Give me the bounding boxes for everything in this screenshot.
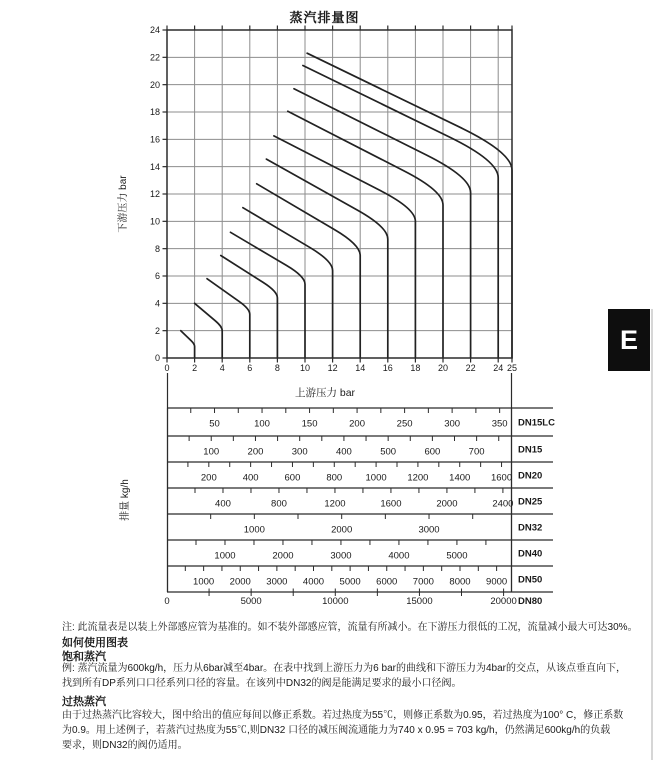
capacity-value: 600 [424,446,441,458]
x-tick-label: 18 [410,363,421,373]
capacity-value: 1000 [193,576,215,588]
text-line: 由于过热蒸汽比容较大，图中给出的值应每间以修正系数。若过热度为55℃，则修正系数为0.95，若过热度为100° C，修正系数 [62,710,624,721]
capacity-value: 6000 [376,576,398,588]
capacity-value: 10000 [322,596,349,607]
y-tick-label: 20 [149,79,160,90]
capacity-value: 50 [209,418,220,430]
capacity-value: 300 [291,446,308,458]
x-tick-label: 4 [219,363,225,373]
section-tab-label: E [619,324,638,355]
capacity-curve-p1-25 [307,53,512,358]
capacity-value: 350 [491,418,508,430]
saturated-steam-example [62,661,626,691]
x-tick-label: 10 [299,363,311,373]
chart-title: 蒸汽排量图 [289,10,360,25]
capacity-value: 9000 [486,576,508,588]
capacity-value: 1000 [243,524,265,536]
capacity-value: 2000 [229,576,251,588]
capacity-scale-row-DN32 [211,514,543,536]
capacity-scale-row-DN15 [189,436,543,458]
capacity-value: 250 [396,418,413,430]
grid-lines [167,30,512,358]
x-tick-label: 22 [465,363,476,373]
capacity-curves [181,53,512,358]
capacity-value: 3000 [330,550,352,562]
capacity-curve-p1-2 [181,331,195,358]
capacity-curve-p1-14 [257,184,361,358]
capacity-value: 200 [200,472,217,484]
text-line: 例: 蒸汽流量为600kg/h，压力从6bar减至4bar。在表中找到上游压力为6 bar的曲线和下游压力为4bar的交点，从该点垂直向下， [62,663,626,674]
capacity-value: 3000 [266,576,288,588]
capacity-value: 500 [380,446,397,458]
capacity-value: 20000 [490,596,517,607]
saturated-steam-heading: 饱和蒸汽 [62,651,106,663]
capacity-value: 200 [247,446,264,458]
capacity-value: 5000 [339,576,361,588]
dn-size-label: DN32 [518,522,543,534]
x-axis-title: 上游压力 bar [294,387,356,399]
capacity-value: 100 [254,418,270,430]
text-line: 要求，则DN32的阀仍适用。 [62,740,188,751]
capacity-scale-row-DN50 [185,566,542,588]
capacity-value: 1000 [214,550,236,562]
x-tick-label: 2 [192,363,198,373]
capacity-scale-row-DN15LC [191,408,555,430]
capacity-value: 2000 [272,550,294,562]
x-tick-label: 16 [382,363,393,373]
capacity-value: 2400 [492,498,514,510]
dn-size-label: DN15LC [518,417,555,429]
y-tick-label: 10 [149,216,160,227]
capacity-scale-row-DN25 [195,488,543,510]
capacity-value: 8000 [449,576,471,588]
y-tick-label: 4 [154,298,160,309]
capacity-value: 1200 [324,498,346,510]
capacity-curve-p1-10 [231,232,306,358]
capacity-value: 300 [444,418,461,430]
y-tick-label: 14 [149,161,160,172]
x-tick-label: 8 [274,363,280,373]
capacity-value: 400 [335,446,352,458]
y-tick-label: 6 [154,271,160,282]
dn-size-label: DN25 [518,496,543,508]
capacity-curve-p1-22 [294,89,471,358]
capacity-curve-p1-16 [266,159,387,358]
capacity-value: 200 [349,418,366,430]
y-tick-label: 22 [149,52,160,63]
capacity-value: 4000 [388,550,410,562]
y-tick-label: 8 [154,243,160,254]
page-edge-line [651,309,653,760]
capacity-value: 3000 [418,524,440,536]
x-tick-label: 14 [355,363,366,373]
x-tick-label: 12 [327,363,338,373]
y-tick-label: 16 [149,134,160,145]
capacity-value: 7000 [412,576,434,588]
dn-size-label: DN20 [518,470,543,482]
capacity-value: 800 [326,472,343,484]
capacity-value: 4000 [302,576,325,588]
capacity-value: 600 [284,472,301,484]
y-tick-label: 12 [149,189,160,200]
capacity-axis-title: 排量 kg/h [120,479,131,521]
x-axis-tick-labels [164,363,517,373]
x-tick-label: 0 [164,363,170,373]
section-tab-e [608,309,650,371]
capacity-value: 150 [301,418,318,430]
capacity-value: 1200 [407,472,429,484]
capacity-curve-p1-20 [288,111,443,358]
capacity-scale-row-DN20 [188,462,542,484]
y-axis-tick-labels [150,25,160,363]
axis-titles [116,175,131,521]
capacity-value: 400 [242,472,259,484]
y-tick-label: 24 [149,25,160,36]
capacity-curve-p1-18 [274,136,416,358]
y-tick-label: 18 [149,107,160,118]
capacity-scale-row-DN40 [196,540,542,562]
y-tick-label: 0 [154,353,160,364]
dn-size-label: DN40 [518,548,543,560]
capacity-value: 2000 [331,524,353,536]
x-tick-label: 6 [247,363,253,373]
text-line: 找到所有DP系列口口径系列口径的容量。在该列中DN32的阀是能满足要求的最小口径阀。 [62,678,462,689]
superheated-steam-text [62,708,623,753]
capacity-value: 1600 [380,498,402,510]
x-tick-label: 20 [437,363,449,373]
capacity-curve-p1-12 [243,208,333,358]
capacity-value: 2000 [436,498,458,510]
capacity-value: 15000 [406,596,433,607]
capacity-scale-row-DN80 [164,589,542,608]
howto-heading: 如何使用图表 [62,637,128,649]
superheated-steam-heading: 过热蒸汽 [62,696,106,708]
capacity-value: 5000 [446,550,468,562]
capacity-value: 1000 [365,472,387,484]
text-line: 为0.9。用上述例子，若蒸汽过热度为55℃,则DN32 口径的减压阀流通能力为740 x 0.95 = 703 kg/h，仍然满足600kg/h的负载 [62,725,611,736]
capacity-value: 800 [271,498,287,510]
capacity-value: 1400 [449,472,471,484]
x-tick-label: 25 [506,363,518,373]
capacity-table [164,408,555,607]
y-tick-label: 2 [154,325,160,336]
dn-size-label: DN80 [518,596,543,607]
dn-size-label: DN50 [518,574,543,586]
capacity-value: 400 [215,498,231,510]
x-tick-label: 24 [493,363,504,373]
capacity-value: 1600 [490,472,513,484]
chart-remark: 注: 此流量表是以装上外部感应管为基准的。如不装外部感应管，流量有所减小。在下游压力很低的工况，流量减小最大可达30%。 [62,622,638,633]
dn-size-label: DN15 [518,444,543,456]
capacity-value: 100 [203,446,220,458]
capacity-value: 5000 [240,596,262,607]
y-axis-title: 下游压力 bar [118,175,129,233]
capacity-value: 0 [164,596,170,607]
capacity-value: 700 [468,446,485,458]
